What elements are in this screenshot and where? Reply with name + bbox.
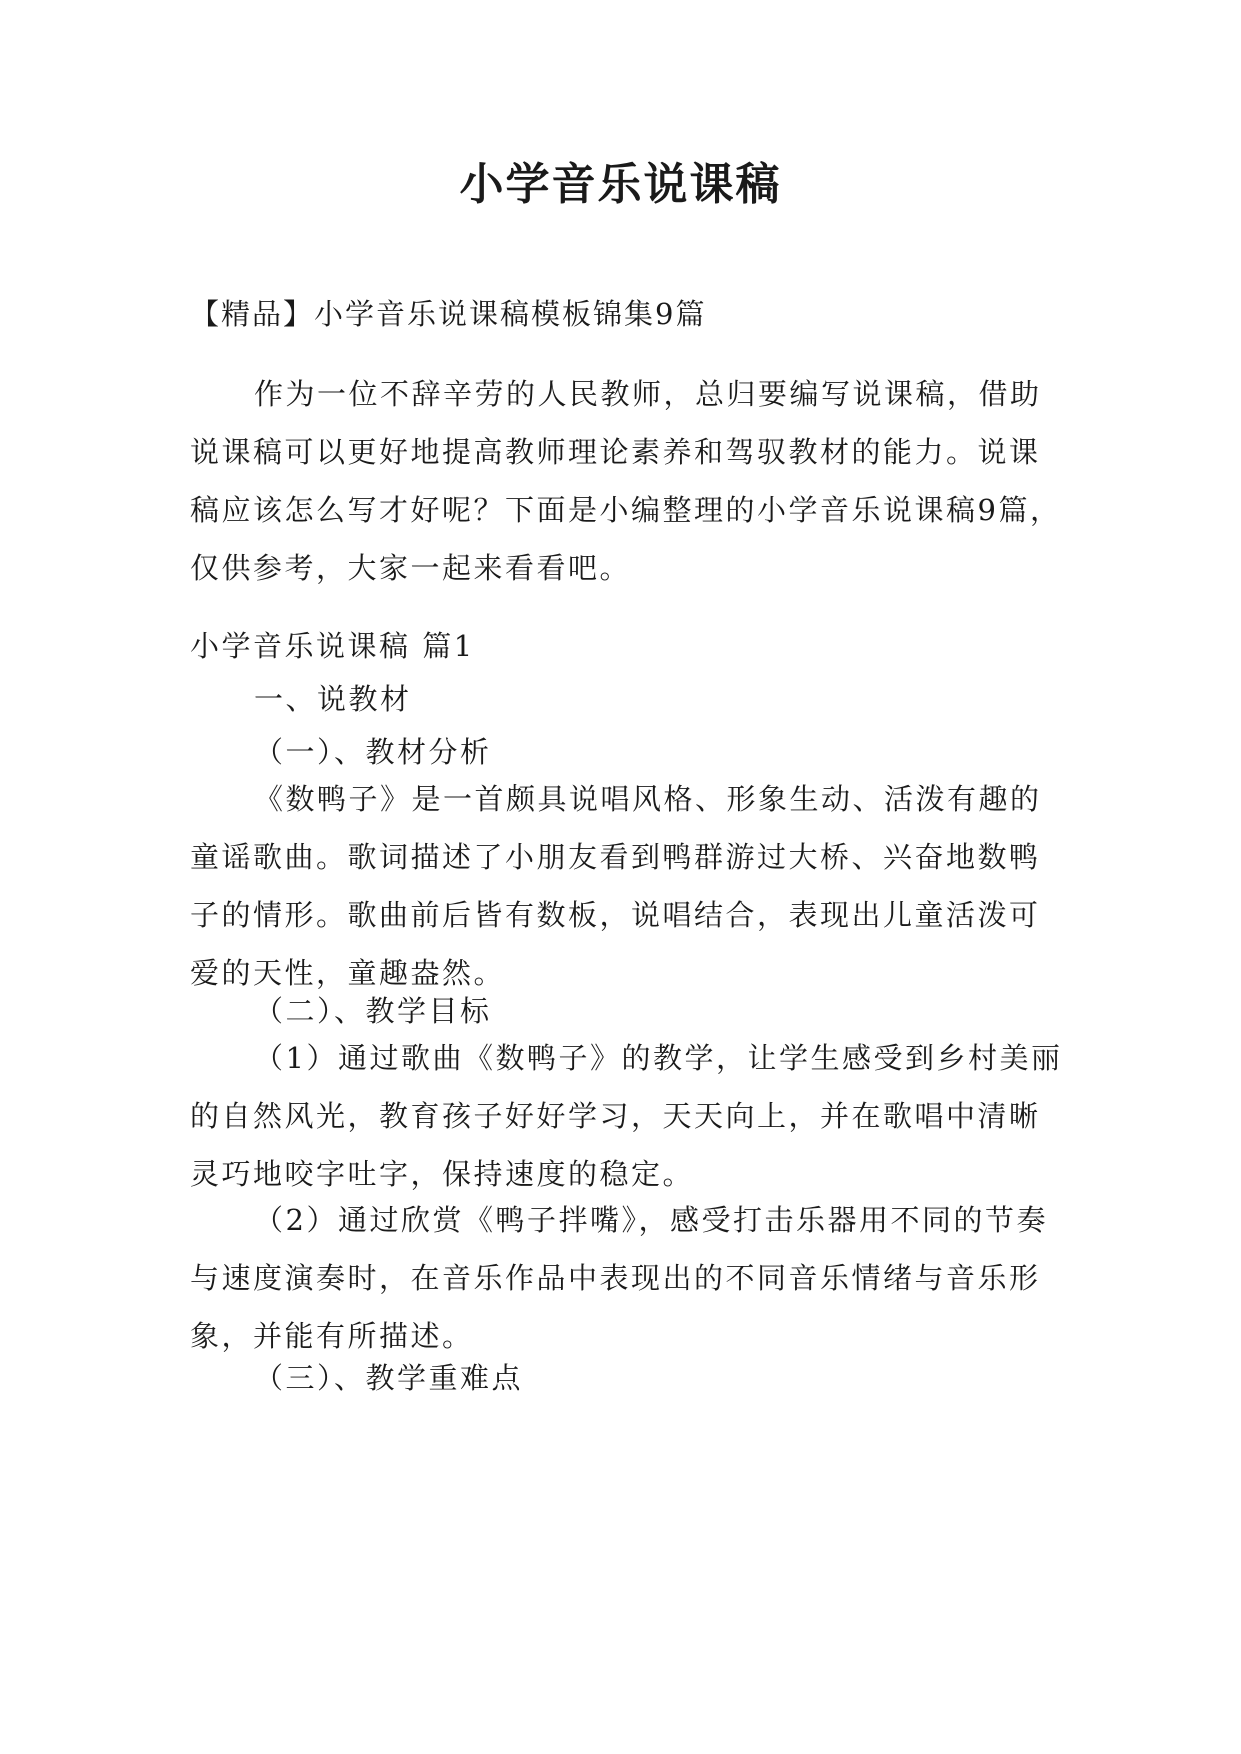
paragraph-goal-2: （2）通过欣赏《鸭子拌嘴》，感受打击乐器用不同的节奏与速度演奏时，在音乐作品中表现出的不同音乐情绪与音乐形象，并能有所描述。 — [190, 1203, 1048, 1353]
paragraph-goal-1: （1）通过歌曲《数鸭子》的教学，让学生感受到乡村美丽的自然风光，教育孩子好好学习，天天向上，并在歌唱中清晰灵巧地咬字吐字，保持速度的稳定。 — [190, 1041, 1063, 1191]
intro-paragraph: 作为一位不辞辛劳的人民教师，总归要编写说课稿，借助说课稿可以更好地提高教师理论素养和驾驭教材的能力。说课稿应该怎么写才好呢？下面是小编整理的小学音乐说课稿9篇，仅供参考，大家一起来看看吧。 — [190, 377, 1062, 585]
document-title: 小学音乐说课稿 — [459, 159, 782, 210]
paragraph-jiaocai-fenxi: 《数鸭子》是一首颇具说唱风格、形象生动、活泼有趣的童谣歌曲。歌词描述了小朋友看到鸭群游过大桥、兴奋地数鸭子的情形。歌曲前后皆有数板，说唱结合，表现出儿童活泼可爱的天性，童趣盎然。 — [190, 782, 1042, 990]
section-heading: 小学音乐说课稿 篇1 — [190, 629, 475, 663]
document-subtitle: 【精品】小学音乐说课稿模板锦集9篇 — [190, 297, 707, 331]
heading-jiaocai-fenxi: （一）、教材分析 — [254, 735, 492, 769]
heading-jiaoxue-mubiao: （二）、教学目标 — [254, 994, 492, 1028]
heading-shuo-jiaocai: 一、说教材 — [254, 682, 412, 716]
heading-zhongnandian: （三）、教学重难点 — [254, 1361, 524, 1395]
